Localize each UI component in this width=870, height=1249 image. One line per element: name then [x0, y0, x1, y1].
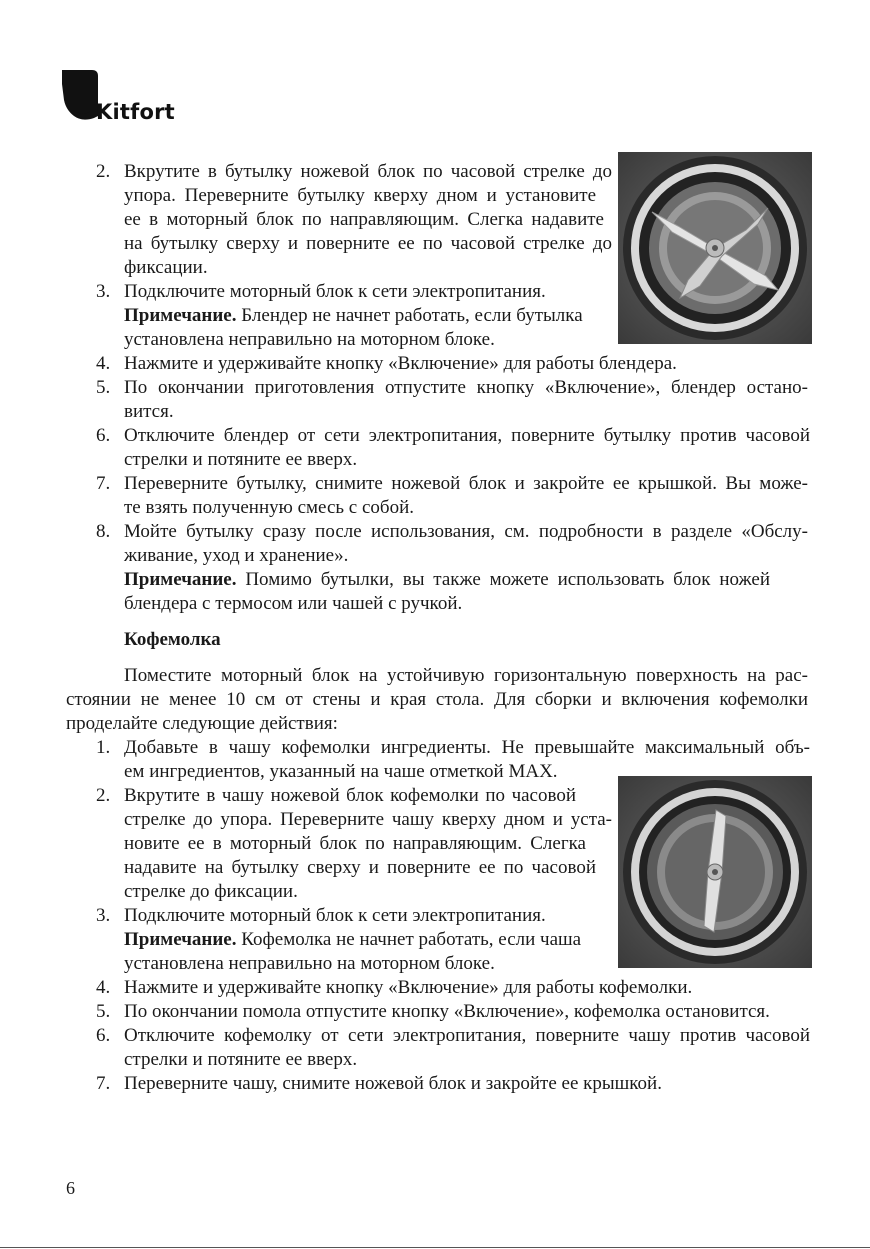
- step-number: 2.: [96, 785, 111, 806]
- step-text: ее в моторный блок по направляющим. Слегка надавите: [124, 209, 604, 230]
- step-text: Отключите кофемолку от сети электропитания, поверните чашу против часовой: [124, 1025, 810, 1046]
- step-text: вится.: [124, 401, 174, 422]
- step-number: 6.: [96, 1025, 111, 1046]
- step-text: фиксации.: [124, 257, 208, 278]
- step-number: 4.: [96, 353, 111, 374]
- step-number: 3.: [96, 281, 111, 302]
- step-text: Переверните чашу, снимите ножевой блок и закройте ее крышкой.: [124, 1073, 662, 1094]
- step-number: 8.: [96, 521, 111, 542]
- blender-blade-photo: [618, 152, 812, 344]
- step-text: установлена неправильно на моторном блоке.: [124, 329, 495, 350]
- note-label: Примечание.: [124, 569, 237, 590]
- step-text: живание, уход и хранение».: [124, 545, 349, 566]
- grinder-blade-photo: [618, 776, 812, 968]
- step-text: надавите на бутылку сверху и поверните ее по часовой: [124, 857, 596, 878]
- intro-text: Поместите моторный блок на устойчивую горизонтальную поверхность на рас-: [124, 665, 808, 686]
- step-text: стрелке до фиксации.: [124, 881, 298, 902]
- note-label: Примечание.: [124, 929, 237, 950]
- intro-text: проделайте следующие действия:: [66, 713, 338, 734]
- step-text: установлена неправильно на моторном блоке.: [124, 953, 495, 974]
- step-text: Отключите блендер от сети электропитания, поверните бутылку против часовой: [124, 425, 810, 446]
- step-note: [124, 928, 581, 952]
- step-text: стрелки и потяните ее вверх.: [124, 449, 358, 470]
- step-text: те взять полученную смесь с собой.: [124, 497, 415, 518]
- step-number: 3.: [96, 905, 111, 926]
- note-label: Примечание.: [124, 305, 237, 326]
- step-text: ем ингредиентов, указанный на чаше отметкой MAX.: [124, 761, 558, 782]
- step-note: [124, 304, 583, 328]
- step-number: 5.: [96, 377, 111, 398]
- step-text: на бутылку сверху и поверните ее по часовой стрелке до: [124, 233, 612, 254]
- step-number: 1.: [96, 737, 111, 758]
- step-text: По окончании помола отпустите кнопку «Включение», кофемолка остановится.: [124, 1001, 770, 1022]
- step-text: блендера с термосом или чашей с ручкой.: [124, 593, 463, 614]
- note-text: Кофемолка не начнет работать, если чаша: [236, 929, 582, 950]
- step-text: Вкрутите в бутылку ножевой блок по часовой стрелке до: [124, 161, 612, 182]
- page-number: 6: [66, 1178, 75, 1198]
- step-number: 2.: [96, 161, 111, 182]
- step-text: стрелки и потяните ее вверх.: [124, 1049, 358, 1070]
- section-heading: Кофемолка: [124, 629, 221, 650]
- step-note: [124, 568, 770, 592]
- step-text: Переверните бутылку, снимите ножевой блок и закройте ее крышкой. Вы може-: [124, 473, 808, 494]
- step-text: новите ее в моторный блок по направляющим. Слегка: [124, 833, 586, 854]
- step-number: 7.: [96, 1073, 111, 1094]
- blender-blade-icon: [618, 152, 812, 344]
- step-text: Добавьте в чашу кофемолки ингредиенты. Не превышайте максимальный объ-: [124, 737, 810, 758]
- step-text: Нажмите и удерживайте кнопку «Включение» для работы кофемолки.: [124, 977, 693, 998]
- step-text: Нажмите и удерживайте кнопку «Включение» для работы блендера.: [124, 353, 677, 374]
- bottom-rule: [0, 1247, 870, 1248]
- step-number: 4.: [96, 977, 111, 998]
- grinder-blade-icon: [618, 776, 812, 968]
- step-text: упора. Переверните бутылку кверху дном и установите: [124, 185, 596, 206]
- step-text: стрелке до упора. Переверните чашу кверху дном и уста-: [124, 809, 612, 830]
- step-number: 7.: [96, 473, 111, 494]
- step-number: 6.: [96, 425, 111, 446]
- step-text: Подключите моторный блок к сети электропитания.: [124, 281, 546, 302]
- note-text: Помимо бутылки, вы также можете использовать блок ножей: [236, 569, 770, 590]
- intro-text: стоянии не менее 10 см от стены и края стола. Для сборки и включения кофемолки: [66, 689, 808, 710]
- brand-name: Kitfort: [96, 100, 175, 124]
- step-text: Вкрутите в чашу ножевой блок кофемолки по часовой: [124, 785, 576, 806]
- step-text: Подключите моторный блок к сети электропитания.: [124, 905, 546, 926]
- step-number: 5.: [96, 1001, 111, 1022]
- note-text: Блендер не начнет работать, если бутылка: [236, 305, 583, 326]
- step-text: По окончании приготовления отпустите кнопку «Включение», блендер остано-: [124, 377, 808, 398]
- step-text: Мойте бутылку сразу после использования, см. подробности в разделе «Обслу-: [124, 521, 808, 542]
